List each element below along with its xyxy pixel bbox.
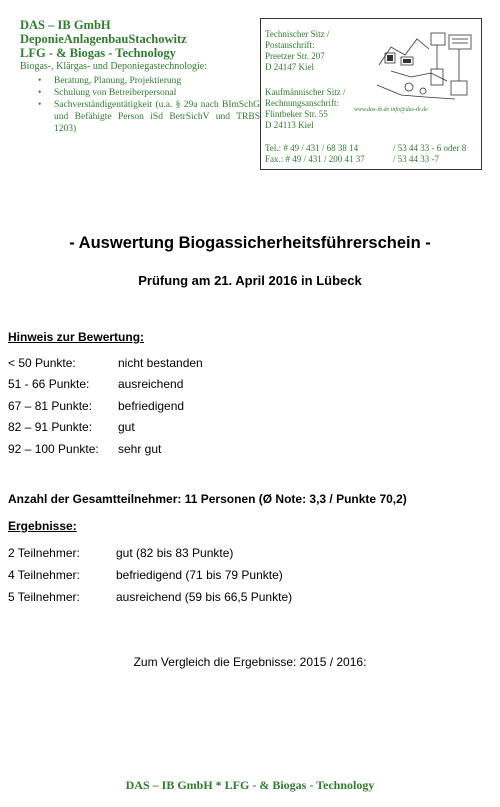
grading-range: 67 – 81 Punkte: bbox=[8, 399, 93, 413]
plant-illustration-icon bbox=[371, 25, 479, 117]
grading-row bbox=[8, 420, 135, 434]
grading-range: < 50 Punkte: bbox=[8, 356, 76, 370]
email-website: www.das-ib.de info@das-ib.de bbox=[354, 107, 428, 113]
grading-row bbox=[8, 356, 203, 370]
grading-grade: befriedigend bbox=[118, 399, 185, 413]
grading-range: 51 - 66 Punkte: bbox=[8, 377, 90, 391]
grading-grade: sehr gut bbox=[118, 442, 162, 456]
service-item: • Beratung, Planung, Projektierung bbox=[38, 76, 182, 86]
grading-heading: Hinweis zur Bewertung: bbox=[8, 330, 145, 344]
technical-address: Technischer Sitz / Postanschrift: Preetzer Str. 207 D 24147 Kiel bbox=[265, 29, 330, 72]
grading-range: 82 – 91 Punkte: bbox=[8, 420, 93, 434]
grading-range: 92 – 100 Punkte: bbox=[8, 442, 99, 456]
technology-line: Biogas-, Klärgas- und Deponiegastechnologie: bbox=[20, 61, 207, 72]
results-heading: Ergebnisse: bbox=[8, 519, 77, 533]
bullet-icon: • bbox=[38, 76, 42, 86]
grading-row bbox=[8, 399, 184, 413]
result-text: gut (82 bis 83 Punkte) bbox=[116, 546, 234, 560]
grading-row bbox=[8, 377, 183, 391]
company-name: DAS – IB GmbH bbox=[20, 18, 111, 32]
result-row bbox=[8, 546, 233, 560]
bullet-icon: • bbox=[38, 88, 42, 98]
result-count: 5 Teilnehmer: bbox=[8, 590, 80, 604]
company-subname: DeponieAnlagenbauStachowitz bbox=[20, 32, 187, 46]
company-header bbox=[20, 18, 260, 135]
company-tagline: LFG - & Biogas - Technology bbox=[20, 46, 176, 60]
contact-box bbox=[260, 18, 482, 170]
page-footer: DAS – IB GmbH * LFG - & Biogas - Technology bbox=[125, 778, 375, 792]
grading-grade: nicht bestanden bbox=[118, 356, 203, 370]
services-list bbox=[20, 75, 260, 135]
grading-grade: gut bbox=[118, 420, 135, 434]
service-item: • Schulung von Betreiberpersonal bbox=[38, 88, 177, 98]
page-title: - Auswertung Biogassicherheitsführerschein - bbox=[69, 234, 431, 252]
result-count: 4 Teilnehmer: bbox=[8, 568, 80, 582]
bullet-icon: • bbox=[38, 100, 42, 110]
page-subtitle: Prüfung am 21. April 2016 in Lübeck bbox=[138, 273, 362, 288]
telephone: Tel.: # 49 / 431 / 68 38 14 bbox=[265, 143, 359, 153]
fax: Fax.: # 49 / 431 / 200 41 37 bbox=[265, 154, 365, 164]
commercial-address: Kaufmännischer Sitz / Rechnungsanschrift: Flintbeker Str. 55 D 24113 Kiel bbox=[265, 87, 346, 130]
comparison-line: Zum Vergleich die Ergebnisse: 2015 / 2016: bbox=[133, 655, 367, 669]
result-count: 2 Teilnehmer: bbox=[8, 546, 80, 560]
result-text: ausreichend (59 bis 66,5 Punkte) bbox=[116, 590, 293, 604]
grading-grade: ausreichend bbox=[118, 377, 184, 391]
telephone-extension: / 53 44 33 - 6 oder 8 bbox=[393, 143, 467, 153]
result-row bbox=[8, 568, 283, 582]
service-item: • Sachverständigentätigkeit (u.a. § 29a nach BImSchG und Befähigte Person iSd BetrSichV und TRBS 1203) bbox=[38, 100, 260, 134]
fax-extension: / 53 44 33 -7 bbox=[393, 154, 439, 164]
grading-row bbox=[8, 442, 161, 456]
result-text: befriedigend (71 bis 79 Punkte) bbox=[116, 568, 283, 582]
result-row bbox=[8, 590, 292, 604]
participants-summary: Anzahl der Gesamtteilnehmer: 11 Personen (Ø Note: 3,3 / Punkte 70,2) bbox=[8, 492, 407, 506]
